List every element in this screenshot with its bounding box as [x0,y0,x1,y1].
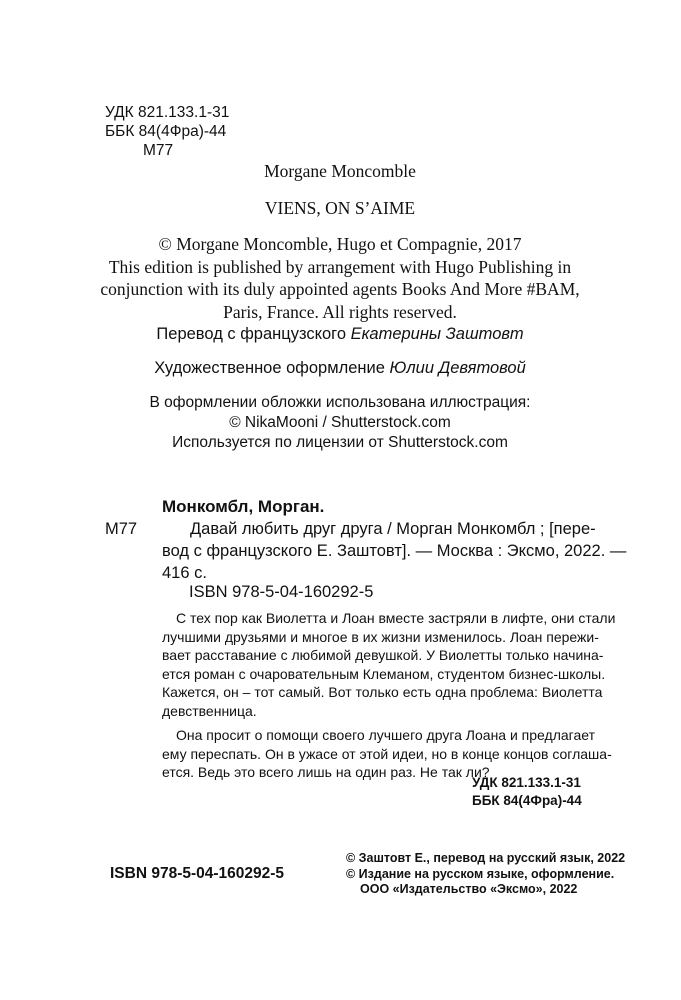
translator-name: Екатерины Заштовт [350,325,524,343]
copyright-block [346,851,625,898]
footer-bbk: ББК 84(4Фра)-44 [472,792,582,808]
rights-line: © Morgane Moncomble, Hugo et Compagnie, 2017 [158,234,522,254]
cover-credit-line: Используется по лицензии от Shutterstock.com [172,434,508,451]
annotation-line: лучшими друзьями и многое в их жизни изменилось. Лоан пережи- [162,628,599,645]
bibliography-heading: Монкомбл, Морган. [162,497,325,516]
author-mark: М77 [143,142,174,159]
annotation-line: Кажется, он – тот самый. Вот только есть одна проблема: Виолетта [162,684,603,700]
rights-line: Paris, France. All rights reserved. [223,301,457,322]
bibliography-line: 416 с. [162,564,207,582]
annotation-line: ется. Ведь это всего лишь на один раз. Не так ли? [162,764,490,780]
annotation-line: С тех пор как Виолетта и Лоан вместе застряли в лифте, они стали [176,610,616,626]
annotation-line: Она просит о помощи своего лучшего друга Лоана и предлагает [176,727,595,743]
copyright-line: © Издание на русском языке, оформление. [346,866,615,881]
designer-name: Юлии Девятовой [389,359,526,377]
bibliography-code: М77 [105,520,138,538]
bibliography-entry [162,518,627,584]
design-prefix: Художественное оформление [154,359,390,377]
rights-notice [80,233,600,323]
bbk-code: ББК 84(4Фра)-44 [105,123,227,140]
annotation-line: вает расставание с любимой девушкой. У Виолетты только начина- [162,647,604,663]
classification-codes [105,103,229,160]
copyright-line: © Заштовт Е., перевод на русский язык, 2022 [346,851,626,865]
annotation-line: ется роман с очаровательным Клеманом, студентом бизнес-школы. [162,665,606,682]
publisher-line: ООО «Издательство «Эксмо», 2022 [360,882,578,896]
cover-credit-line: В оформлении обложки использована иллюстрация: [149,394,531,411]
bibliography-line: вод с французского Е. Заштовт]. — Москва : Эксмо, 2022. — [162,542,627,560]
annotation-line: девственница. [162,702,257,719]
original-title: VIENS, ON S’AIME [264,198,416,218]
annotation [162,609,616,782]
design-credit [110,358,570,378]
translation-credit [110,324,570,344]
original-author: Morgane Moncomble [264,161,416,181]
rights-line: This edition is published by arrangement with Hugo Publishing in [108,256,572,277]
udk-code: УДК 821.133.1-31 [105,104,230,121]
annotation-line: ему переспать. Он в ужасе от этой идеи, но в конце концов соглаша- [162,745,612,762]
rights-line: conjunction with its duly appointed agents Books And More #BAM, [100,279,580,299]
footer-udk: УДК 821.133.1-31 [472,775,581,790]
translation-prefix: Перевод с французского [156,325,351,343]
bibliography-line: Давай любить друг друга / Морган Монкомбл ; [пере- [190,520,596,538]
footer-isbn: ISBN 978-5-04-160292-5 [110,865,285,882]
footer-codes [472,774,582,809]
cover-credit-line: © NikaMooni / Shutterstock.com [229,414,451,431]
cover-credit [110,393,570,453]
isbn: ISBN 978-5-04-160292-5 [189,583,374,601]
